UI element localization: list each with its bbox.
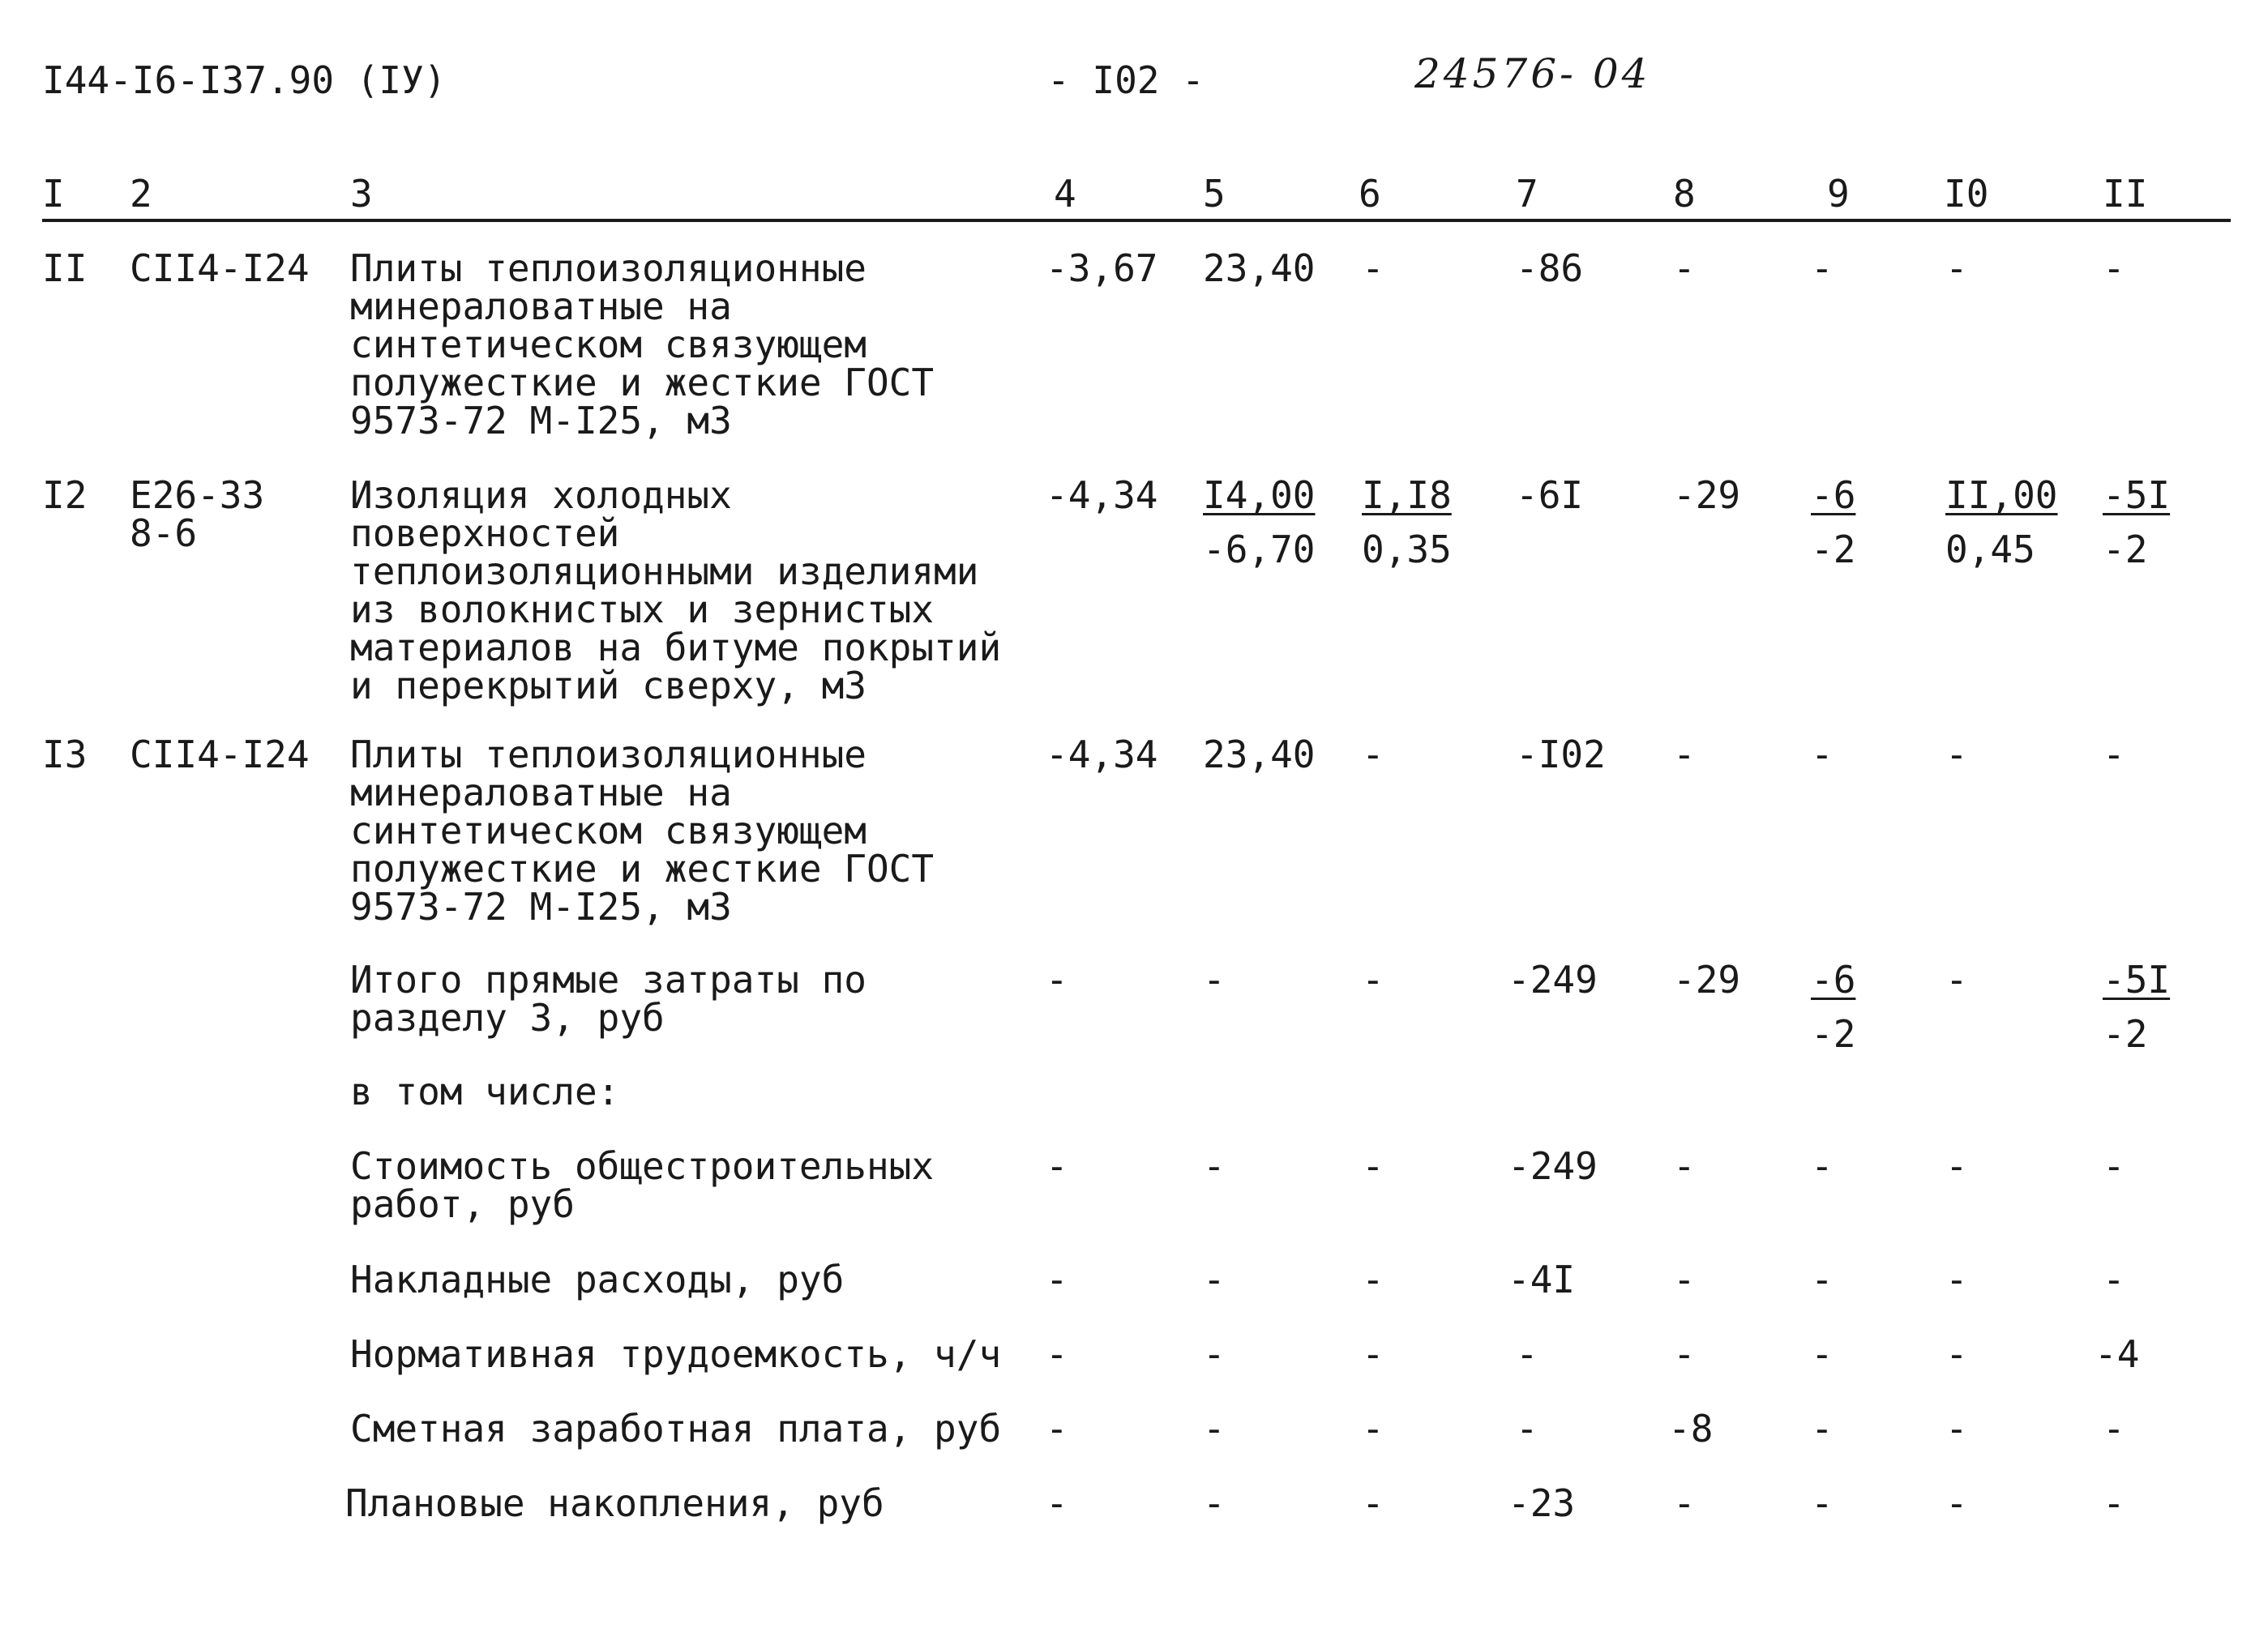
cell-col7: -I02 (1516, 733, 1606, 776)
cell-col10: - (1945, 1144, 1968, 1188)
cell-col9: - (1811, 1481, 1834, 1525)
fraction-numerator: II,00 (1945, 473, 2058, 517)
fraction-denominator: -6,70 (1203, 528, 1316, 571)
cell-col8: - (1673, 1258, 1696, 1301)
cell-col11: - (2103, 1258, 2125, 1301)
cell-col4: - (1046, 1144, 1068, 1188)
cell-col6: - (1362, 1481, 1384, 1525)
column-header: 2 (130, 172, 152, 216)
row-description: Изоляция холодных поверхностей теплоизоляционными изделиями из волокнистых и зернистых материалов на битуме покрытий и перекрытий сверху, м3 (350, 473, 1002, 707)
cell-col9 (1811, 473, 1856, 571)
cell-col11: - (2103, 1144, 2125, 1188)
fraction-denominator: -2 (1811, 1012, 1856, 1056)
handwritten-number: 24576- 04 (1414, 50, 1651, 97)
cell-col8: - (1673, 1332, 1696, 1376)
cell-col9: - (1811, 246, 1834, 290)
fraction-numerator: I,I8 (1362, 473, 1452, 517)
cell-col11 (2103, 958, 2171, 1056)
cell-col8: - (1673, 246, 1696, 290)
document-code: I44-I6-I37.90 (IУ) (42, 58, 447, 102)
cell-col8: - (1673, 733, 1696, 776)
cell-col11: - (2103, 733, 2125, 776)
summary-label: Плановые накопления, руб (345, 1481, 884, 1525)
fraction-numerator: -5I (2103, 473, 2171, 517)
cell-col9: - (1811, 1258, 1834, 1301)
cell-col10: - (1945, 1258, 1968, 1301)
cell-col7: -249 (1508, 1144, 1598, 1188)
cell-col4: -3,67 (1046, 246, 1158, 290)
cell-col6: - (1362, 246, 1384, 290)
cell-col5 (1203, 473, 1316, 571)
cell-col6: - (1362, 1144, 1384, 1188)
row-description: Плиты теплоизоляционные минераловатные на синтетическом связующем полужесткие и жесткие ГОСТ 9573-72 М-I25, м3 (350, 733, 935, 929)
cell-col4: - (1046, 1481, 1068, 1525)
cell-col7: -249 (1508, 958, 1598, 1002)
cell-col10: - (1945, 733, 1968, 776)
cell-col10: - (1945, 1407, 1968, 1451)
cell-col4: -4,34 (1046, 733, 1158, 776)
summary-label: Итого прямые затраты по разделу 3, руб (350, 958, 867, 1040)
fraction-numerator: I4,00 (1203, 473, 1316, 517)
cell-col10: - (1945, 246, 1968, 290)
cell-col7: -86 (1516, 246, 1584, 290)
page-number: - I02 - (1047, 58, 1205, 102)
cell-col5: - (1203, 1332, 1226, 1376)
cell-col10: - (1945, 1332, 1968, 1376)
cell-col11: - (2103, 246, 2125, 290)
cell-col6: - (1362, 1258, 1384, 1301)
cell-col9 (1811, 958, 1856, 1056)
cell-col9: - (1811, 1407, 1834, 1451)
cell-col7: - (1516, 1407, 1538, 1451)
column-header: II (2103, 172, 2148, 216)
cell-col6: - (1362, 958, 1384, 1002)
summary-label: Накладные расходы, руб (350, 1258, 845, 1301)
fraction-numerator: -5I (2103, 958, 2171, 1002)
cell-col7: -6I (1516, 473, 1584, 517)
row-code-line1: E26-33 (130, 473, 265, 517)
row-number: I2 (42, 473, 88, 517)
column-header: I (42, 172, 65, 216)
fraction-numerator: -6 (1811, 473, 1856, 517)
column-header: 5 (1203, 172, 1226, 216)
fraction-denominator: 0,35 (1362, 528, 1452, 571)
cell-col10: - (1945, 958, 1968, 1002)
cell-col5: 23,40 (1203, 733, 1316, 776)
cell-col11: - (2103, 1407, 2125, 1451)
cell-col8: -29 (1673, 473, 1741, 517)
cell-col6: - (1362, 1407, 1384, 1451)
cell-col11: -4 (2095, 1332, 2140, 1376)
cell-col8: -8 (1668, 1407, 1714, 1451)
column-header: I0 (1944, 172, 1989, 216)
cell-col9: - (1811, 1144, 1834, 1188)
cell-col5: - (1203, 1144, 1226, 1188)
cell-col6: - (1362, 1332, 1384, 1376)
cell-col6: - (1362, 733, 1384, 776)
cell-col7: - (1516, 1332, 1538, 1376)
cell-col11 (2103, 473, 2171, 571)
column-header: 8 (1673, 172, 1696, 216)
fraction-denominator: -2 (2103, 1012, 2148, 1056)
cell-col10: - (1945, 1481, 1968, 1525)
cell-col9: - (1811, 733, 1834, 776)
summary-label: Стоимость общестроительных работ, руб (350, 1144, 935, 1226)
row-code-line2: 8-6 (130, 511, 198, 555)
summary-subheading: в том числе: (350, 1070, 620, 1113)
fraction-denominator: 0,45 (1945, 528, 2035, 571)
summary-label: Сметная заработная плата, руб (350, 1407, 1002, 1451)
header-rule (42, 219, 2231, 222)
cell-col4: - (1046, 958, 1068, 1002)
cell-col6 (1362, 473, 1452, 571)
row-number: I3 (42, 733, 88, 776)
column-header: 3 (350, 172, 373, 216)
cell-col11: - (2103, 1481, 2125, 1525)
column-header: 4 (1054, 172, 1076, 216)
cell-col4: - (1046, 1258, 1068, 1301)
cell-col8: - (1673, 1481, 1696, 1525)
cell-col8: - (1673, 1144, 1696, 1188)
row-code: CII4-I24 (130, 733, 310, 776)
row-code (130, 473, 265, 555)
column-header: 9 (1827, 172, 1850, 216)
cell-col5: 23,40 (1203, 246, 1316, 290)
row-code: CII4-I24 (130, 246, 310, 290)
column-header: 7 (1516, 172, 1538, 216)
row-description: Плиты теплоизоляционные минераловатные на синтетическом связующем полужесткие и жесткие ГОСТ 9573-72 М-I25, м3 (350, 246, 935, 442)
cell-col9: - (1811, 1332, 1834, 1376)
cell-col4: - (1046, 1332, 1068, 1376)
cell-col7: -4I (1508, 1258, 1576, 1301)
cell-col5: - (1203, 1258, 1226, 1301)
cell-col5: - (1203, 1481, 1226, 1525)
summary-label: Нормативная трудоемкость, ч/ч (350, 1332, 1002, 1376)
cell-col4: - (1046, 1407, 1068, 1451)
cell-col7: -23 (1508, 1481, 1576, 1525)
fraction-numerator: -6 (1811, 958, 1856, 1002)
fraction-denominator: -2 (1811, 528, 1856, 571)
row-number: II (42, 246, 88, 290)
column-header: 6 (1359, 172, 1381, 216)
fraction-denominator: -2 (2103, 528, 2148, 571)
cell-col10 (1945, 473, 2058, 571)
cell-col4: -4,34 (1046, 473, 1158, 517)
cell-col5: - (1203, 958, 1226, 1002)
cell-col8: -29 (1673, 958, 1741, 1002)
cell-col5: - (1203, 1407, 1226, 1451)
